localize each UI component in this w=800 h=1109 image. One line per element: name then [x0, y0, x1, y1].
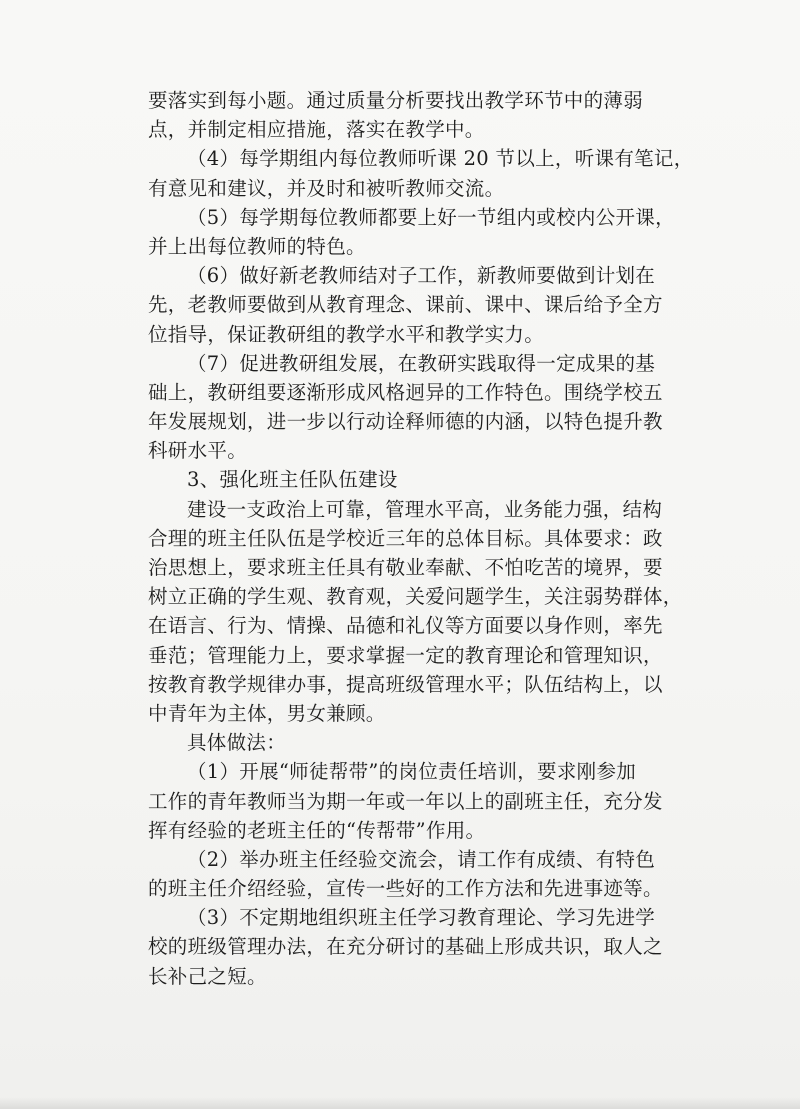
text-line: 并上出每位教师的特色。	[148, 234, 366, 258]
paragraph-start-line: （3）不定期地组织班主任学习教育理论、学习先进学	[187, 906, 656, 930]
paragraph-start-line: 建设一支政治上可靠，管理水平高，业务能力强，结构	[187, 497, 663, 521]
text-line: 有意见和建议，并及时和被听教师交流。	[148, 176, 505, 200]
paragraph-start-line: （4）每学期组内每位教师听课 20 节以上，听课有笔记，	[187, 147, 694, 171]
text-line: 长补己之短。	[148, 964, 267, 988]
text-line: 挥有经验的老班主任的“传帮带”作用。	[148, 818, 486, 842]
paragraph-start-line: 3、强化班主任队伍建设	[187, 468, 398, 492]
text-line: 垂范；管理能力上，要求掌握一定的教育理论和管理知识，	[148, 643, 663, 667]
text-line: 点，并制定相应措施，落实在教学中。	[148, 118, 485, 142]
text-line: 科研水平。	[148, 439, 248, 463]
paragraph-start-line: （7）促进教研组发展，在教研实践取得一定成果的基	[187, 351, 656, 375]
text-line: 先，老教师要做到从教育理念、课前、课中、课后给予全方	[148, 293, 663, 317]
text-line: 中青年为主体，男女兼顾。	[148, 701, 386, 725]
text-line: 按教育教学规律办事，提高班级管理水平；队伍结构上，以	[148, 672, 663, 696]
paragraph-start-line: （6）做好新老教师结对子工作，新教师要做到计划在	[187, 264, 656, 288]
document-body	[148, 86, 708, 991]
text-line: 合理的班主任队伍是学校近三年的总体目标。具体要求：政	[148, 526, 663, 550]
text-line: 的班主任介绍经验，宣传一些好的工作方法和先进事迹等。	[148, 877, 663, 901]
text-line: 工作的青年教师当为期一年或一年以上的副班主任，充分发	[148, 789, 663, 813]
text-line: 位指导，保证教研组的教学水平和教学实力。	[148, 322, 545, 346]
text-line: 治思想上，要求班主任具有敬业奉献、不怕吃苦的境界，要	[148, 556, 663, 579]
paragraph-start-line: （2）举办班主任经验交流会，请工作有成绩、有特色	[187, 847, 656, 871]
text-line: 年发展规划，进一步以行动诠释师德的内涵，以特色提升教	[148, 410, 663, 434]
scan-bottom-edge	[0, 1097, 800, 1109]
paragraph-start-line: （1）开展“师徒帮带”的岗位责任培训，要求刚参加	[187, 760, 637, 784]
text-line: 树立正确的学生观、教育观，关爱问题学生，关注弱势群体，	[148, 585, 683, 609]
text-line: 要落实到每小题。通过质量分析要找出教学环节中的薄弱	[148, 89, 644, 112]
text-line: 础上，教研组要逐渐形成风格迥异的工作特色。围绕学校五	[148, 380, 663, 404]
text-line: 校的班级管理办法，在充分研讨的基础上形成共识，取人之	[148, 935, 663, 959]
paragraph-start-line: 具体做法：	[187, 731, 287, 755]
paragraph-start-line: （5）每学期每位教师都要上好一节组内或校内公开课，	[187, 205, 675, 229]
text-line: 在语言、行为、情操、品德和礼仪等方面要以身作则，率先	[148, 614, 663, 638]
